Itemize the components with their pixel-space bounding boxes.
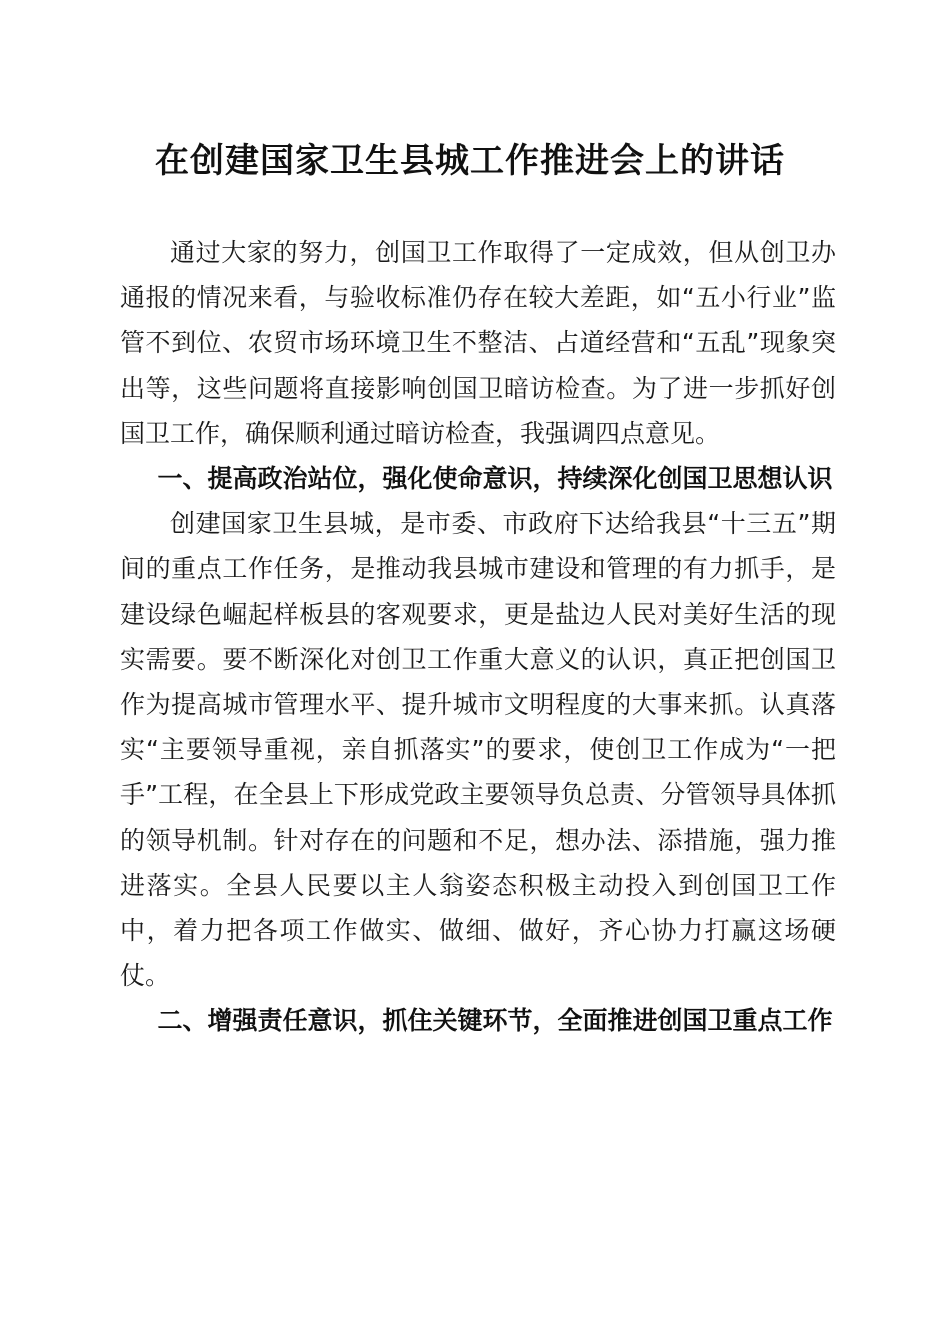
section-heading-1: 一、提高政治站位，强化使命意识，持续深化创国卫思想认识: [157, 464, 833, 494]
section-1-paragraph: 创建国家卫生县城，是市委、市政府下达给我县“十三五”期间的重点工作任务，是推动我县城市建设和管理的有力抓手，是建设绿色崛起样板县的客观要求，更是盐边人民对美好生活的现实需要。要不断深化对创卫工作重大意义的认识，真正把创国卫作为提高城市管理水平、提升城市文明程度的大事来抓。认真落实“主要领导重视，亲自抓落实”的要求，使创卫工作成为“一把手”工程，在全县上下形成党政主要领导负总责、分管领导具体抓的领导机制。针对存在的问题和不足，想办法、添措施，强力推进落实。全县人民要以主人翁姿态积极主动投入到创国卫工作中，着力把各项工作做实、做细、做好，齐心协力打赢这场硬仗。: [120, 509, 836, 991]
document-title: 在创建国家卫生县城工作推进会上的讲话: [155, 141, 785, 181]
document-body: [120, 230, 836, 1044]
section-heading-2: 二、增强责任意识，抓住关键环节，全面推进创国卫重点工作: [157, 1006, 833, 1036]
intro-paragraph: 通过大家的努力，创国卫工作取得了一定成效，但从创卫办通报的情况来看，与验收标准仍存在较大差距，如“五小行业”监管不到位、农贸市场环境卫生不整洁、占道经营和“五乱”现象突出等，这些问题将直接影响创国卫暗访检查。为了进一步抓好创国卫工作，确保顺利通过暗访检查，我强调四点意见。: [120, 238, 836, 448]
